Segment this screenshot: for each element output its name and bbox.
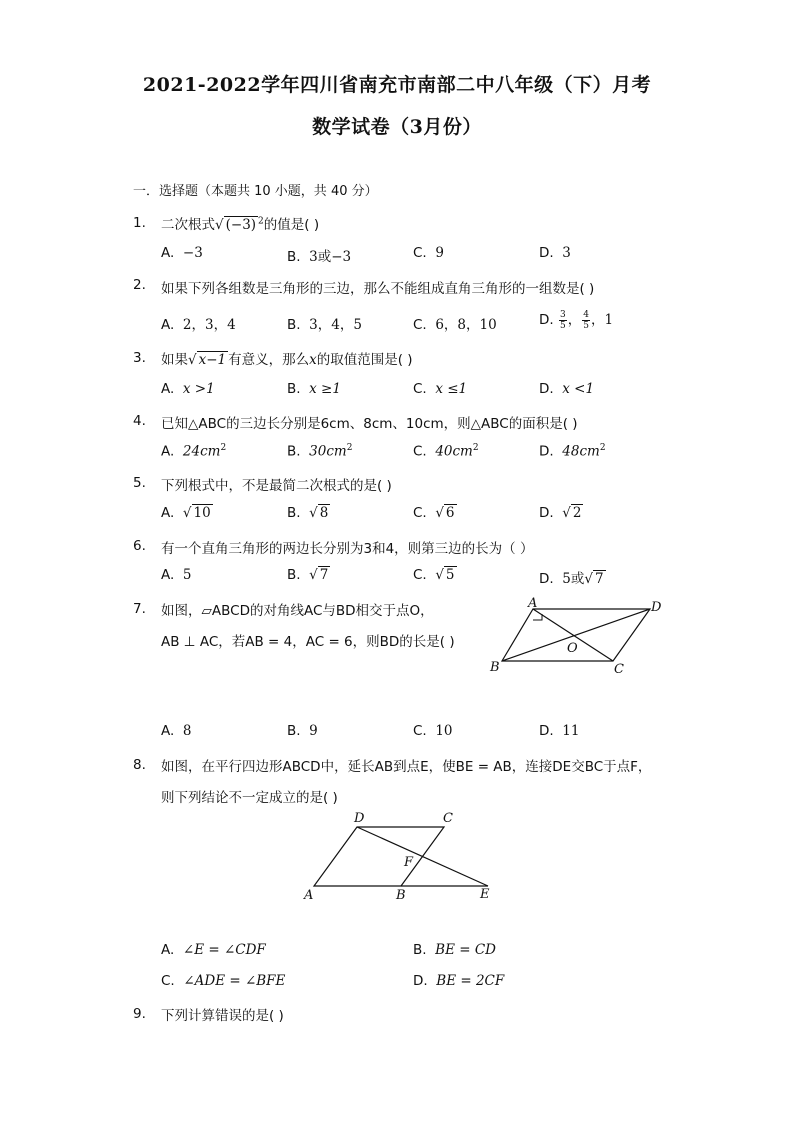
figure-label-o: O [567,641,578,656]
figure-label-f: F [404,855,414,870]
option-b: B. BE = CD [413,942,496,958]
option-d: D. $\frac{3}{5}$ ， $\frac{4}{5}$ ，1 [539,309,614,331]
figure-label-b: B [396,888,406,903]
figure-label-c: C [614,662,624,677]
question-number: 4. [133,413,146,429]
option-d: D. $48cm^2$ [539,443,606,460]
question-text: 如图，在平行四边形ABCD中，延长AB到点E，使BE = AB，连接DE交BC于点F， [161,759,652,775]
sqrt-icon: √ x−1 [188,352,227,368]
option-a: A. −3 [161,245,203,261]
option-d: D. 5或√ 7 [539,571,604,587]
option-b: B. x ≥1 [287,381,341,397]
option-c: C. 6，8，10 [413,317,497,333]
sqrt-icon: √ 5 [435,567,455,583]
figure-label-b: B [490,660,500,675]
option-c: C. 9 [413,245,444,261]
question-text: 如图，▱ABCD的对角线AC与BD相交于点O， [161,603,434,619]
option-b: B. 3，4，5 [287,317,362,333]
question-text: 下列根式中，不是最简二次根式的是( ) [161,478,392,494]
option-c: C. ∠ADE = ∠BFE [161,973,286,989]
figure-label-a: A [528,596,538,611]
sqrt-icon: √ 7 [584,571,604,587]
option-b: B. 9 [287,723,318,739]
question-text: 下列计算错误的是( ) [161,1008,284,1024]
question-number: 6. [133,538,146,554]
option-a: A. √ 10 [161,505,211,521]
option-c: C. x ≤1 [413,381,468,397]
page-title-line2: 数学试卷（3月份） [312,116,482,138]
option-c: C. √ 6 [413,505,455,521]
question-number: 3. [133,350,146,366]
option-a: A. 8 [161,723,192,739]
parallelogram-figure-q8 [298,808,498,903]
question-number: 7. [133,601,146,617]
option-d: D. BE = 2CF [413,973,505,989]
figure-label-a: A [304,888,314,903]
option-b: B. 3或−3 [287,249,352,265]
option-d: D. √ 2 [539,505,582,521]
question-text: 有一个直角三角形的两边长分别为3和4，则第三边的长为（ ） [161,541,534,557]
question-text: 则下列结论不一定成立的是( ) [161,790,338,806]
sqrt-icon: √ 6 [435,505,455,521]
option-a: A. $24cm^2$ [161,443,227,460]
question-text: 如果√ x−1 有意义，那么x的取值范围是( ) [161,352,413,368]
option-b: B. √ 7 [287,567,329,583]
option-b: B. √ 8 [287,505,329,521]
figure-label-c: C [443,811,453,826]
question-number: 9. [133,1006,146,1022]
option-d: D. 3 [539,245,571,261]
option-a: A. ∠E = ∠CDF [161,942,266,958]
question-number: 5. [133,475,146,491]
question-number: 2. [133,277,146,293]
sqrt-icon: √ 7 [309,567,329,583]
sqrt-icon: √ 10 [182,505,211,521]
question-number: 8. [133,757,146,773]
question-text: AB ⊥ AC，若AB = 4，AC = 6，则BD的长是( ) [161,634,455,650]
option-a: A. 5 [161,567,192,583]
question-number: 1. [133,215,146,231]
question-text: 如果下列各组数是三角形的三边，那么不能组成直角三角形的一组数是( ) [161,281,595,297]
sqrt-icon: √ 2 [562,505,582,521]
figure-label-d: D [651,600,662,615]
option-c: C. $40cm^2$ [413,443,479,460]
section-heading: 一．选择题（本题共 10 小题，共 40 分） [133,184,378,199]
option-a: A. 2，3，4 [161,317,236,333]
parallelogram-figure-q7 [485,593,670,678]
option-d: D. x <1 [539,381,595,397]
sqrt-icon: √ 8 [309,505,329,521]
figure-label-e: E [480,887,490,902]
option-a: A. x >1 [161,381,215,397]
option-d: D. 11 [539,723,580,739]
option-c: C. √ 5 [413,567,455,583]
sqrt-icon: √ (−3) [215,217,257,233]
question-text: 二次根式√ (−3) $^2$的值是( ) [161,216,320,233]
figure-label-d: D [354,811,365,826]
question-text: 已知△ABC的三边长分别是6cm、8cm、10cm，则△ABC的面积是( ) [161,416,578,432]
option-c: C. 10 [413,723,453,739]
page-title-line1: 2021-2022学年四川省南充市南部二中八年级（下）月考 [142,74,652,96]
option-b: B. $30cm^2$ [287,443,353,460]
